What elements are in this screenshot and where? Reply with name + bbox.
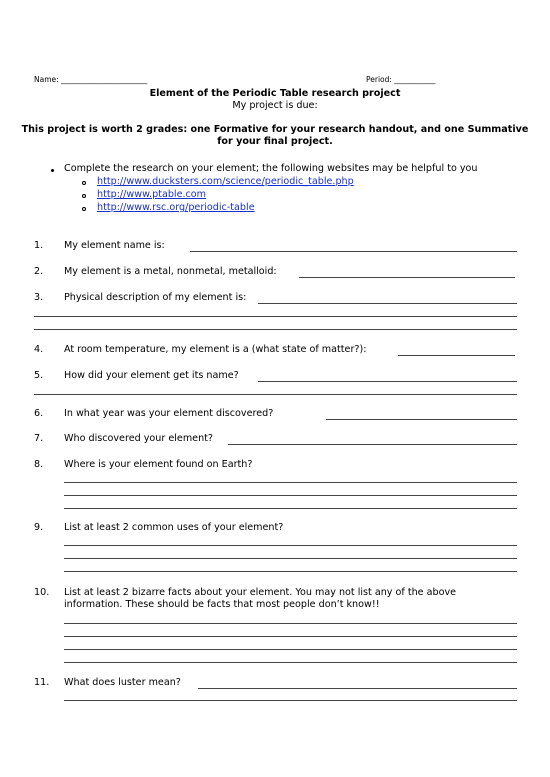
- grading-note-line1: This project is worth 2 grades: one Formative for your research handout, and one Summative: [21, 124, 529, 135]
- link-ducksters[interactable]: http://www.ducksters.com/science/periodic_table.php: [97, 176, 354, 187]
- answer-line[interactable]: [64, 649, 517, 650]
- answer-line[interactable]: [34, 316, 517, 317]
- question-number: 7.: [34, 433, 44, 444]
- question-number: 9.: [34, 522, 44, 533]
- question-number: 10.: [34, 587, 50, 598]
- question-10-text-cont: information. These should be facts that most people don’t know!!: [64, 599, 380, 610]
- answer-line[interactable]: [198, 688, 517, 689]
- answer-line[interactable]: [228, 444, 517, 445]
- answer-line[interactable]: [64, 495, 517, 496]
- research-instruction: Complete the research on your element; the following websites may be helpful to you: [64, 163, 478, 174]
- answer-line[interactable]: [258, 303, 517, 304]
- period-field-label[interactable]: Period: ___________: [366, 75, 436, 84]
- question-number: 2.: [34, 266, 44, 277]
- answer-line[interactable]: [258, 381, 517, 382]
- question-number: 1.: [34, 240, 44, 251]
- question-2-text: My element is a metal, nonmetal, metalloid:: [64, 266, 277, 277]
- name-field-label[interactable]: Name: _______________________: [34, 75, 148, 84]
- grading-note-line2: for your final project.: [217, 136, 333, 147]
- question-4-text: At room temperature, my element is a (what state of matter?):: [64, 344, 367, 355]
- question-number: 4.: [34, 344, 44, 355]
- link-ptable[interactable]: http://www.ptable.com: [97, 189, 207, 200]
- question-1-text: My element name is:: [64, 240, 165, 251]
- answer-line[interactable]: [64, 545, 517, 546]
- answer-line[interactable]: [64, 623, 517, 624]
- answer-line[interactable]: [34, 329, 517, 330]
- question-9-text: List at least 2 common uses of your element?: [64, 522, 284, 533]
- question-3-text: Physical description of my element is:: [64, 292, 247, 303]
- due-date-label: My project is due:: [232, 100, 318, 111]
- answer-line[interactable]: [64, 558, 517, 559]
- answer-line[interactable]: [64, 508, 517, 509]
- question-number: 5.: [34, 370, 44, 381]
- link-rsc[interactable]: http://www.rsc.org/periodic-table: [97, 202, 255, 213]
- question-number: 3.: [34, 292, 44, 303]
- question-10-text: List at least 2 bizarre facts about your element. You may not list any of the above: [64, 587, 457, 598]
- question-number: 11.: [34, 677, 50, 688]
- answer-line[interactable]: [398, 355, 515, 356]
- answer-line[interactable]: [190, 251, 517, 252]
- answer-line[interactable]: [64, 662, 517, 663]
- answer-line[interactable]: [326, 419, 517, 420]
- answer-line[interactable]: [64, 700, 517, 701]
- question-6-text: In what year was your element discovered?: [64, 408, 274, 419]
- answer-line[interactable]: [64, 636, 517, 637]
- answer-line[interactable]: [299, 277, 515, 278]
- question-11-text: What does luster mean?: [64, 677, 181, 688]
- circle-bullet-icon: [82, 207, 86, 211]
- question-8-text: Where is your element found on Earth?: [64, 459, 253, 470]
- question-number: 8.: [34, 459, 44, 470]
- page-title: Element of the Periodic Table research project: [149, 88, 401, 99]
- circle-bullet-icon: [82, 194, 86, 198]
- circle-bullet-icon: [82, 181, 86, 185]
- question-7-text: Who discovered your element?: [64, 433, 214, 444]
- question-5-text: How did your element get its name?: [64, 370, 239, 381]
- answer-line[interactable]: [64, 571, 517, 572]
- question-number: 6.: [34, 408, 44, 419]
- answer-line[interactable]: [64, 482, 517, 483]
- answer-line[interactable]: [34, 394, 517, 395]
- bullet-icon: [51, 169, 54, 172]
